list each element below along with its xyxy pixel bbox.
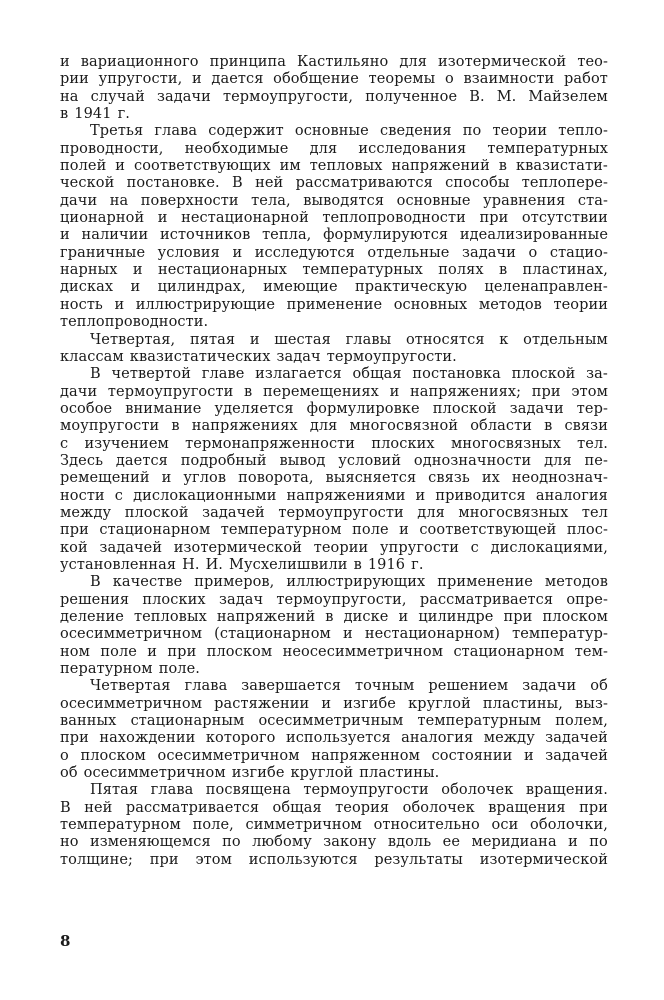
paragraph [60, 123, 608, 331]
text-line: температурном поле, симметричном относительно оси оболочки, [60, 817, 608, 834]
text-line: деление тепловых напряжений в диске и цилиндре при плоском [60, 609, 608, 625]
text-line: осесимметричном (стационарном и нестационарном) температур- [60, 626, 608, 643]
text-line: полей и соответствующих им тепловых напряжений в квазистати- [60, 158, 608, 175]
text-line: осесимметричном растяжении и изгибе круглой пластины, выз- [60, 695, 608, 712]
text-line: и вариационного принципа Кастильяно для изотермической тео- [60, 54, 608, 70]
text-line: между плоской задачей термоупругости для многосвязных тел [60, 504, 608, 521]
text-line: Четвертая глава завершается точным решением задачи об [90, 678, 608, 695]
text-line: ном поле и при плоском неосесимметричном стационарном тем- [60, 643, 608, 660]
text-line: ционарной и нестационарной теплопроводности при отсутствии [60, 210, 608, 227]
paragraph [60, 332, 608, 367]
text-line: ванных стационарным осесимметричным температурным полем, [60, 713, 608, 730]
paragraph [60, 678, 608, 782]
text-line: решения плоских задач термоупругости, рассматривается опре- [60, 591, 608, 608]
text-line: В качестве примеров, иллюстрирующих применение методов [90, 574, 608, 591]
text-line: особое внимание уделяется формулировке плоской задачи тер- [60, 400, 608, 417]
text-line: пературном поле. [60, 661, 200, 678]
text-line: Здесь дается подробный вывод условий однозначности для пе- [60, 452, 608, 469]
text-line: дачи на поверхности тела, выводятся основные уравнения ста- [60, 192, 608, 209]
text-line: В ней рассматривается общая теория оболочек вращения при [60, 799, 608, 816]
text-line: об осесимметричном изгибе круглой пластины. [60, 765, 440, 782]
text-line: Пятая глава посвящена термоупругости оболочек вращения. [90, 782, 608, 799]
text-line: ность и иллюстрирующие применение основных методов теории [60, 296, 608, 313]
text-line: ности с дислокационными напряжениями и приводится аналогия [60, 487, 608, 504]
text-line: теплопроводности. [60, 314, 209, 331]
page-number: 8 [60, 932, 71, 950]
text-line: граничные условия и исследуются отдельные задачи о стацио- [60, 244, 608, 261]
text-line: дачи термоупругости в перемещениях и напряжениях; при этом [60, 383, 608, 400]
text-line: в 1941 г. [60, 106, 130, 123]
text-line: моупругости в напряжениях для многосвязной области в связи [60, 418, 608, 435]
text-line: при нахождении которого используется аналогия между задачей [60, 730, 608, 747]
paragraph [60, 574, 608, 678]
text-line: В четвертой главе излагается общая постановка плоской за- [90, 366, 608, 383]
text-line: ремещений и углов поворота, выясняется связь их неоднознач- [60, 470, 608, 487]
text-line: с изучением термонапряженности плоских многосвязных тел. [60, 435, 608, 452]
text-line: но изменяющемся по любому закону вдоль ее меридиана и по [60, 834, 608, 851]
text-line: классам квазистатических задач термоупругости. [60, 348, 457, 365]
text-line: и наличии источников тепла, формулируются идеализированные [60, 227, 608, 244]
text-line: кой задачей изотермической теории упругости с дислокациями, [60, 539, 608, 556]
text-line: при стационарном температурном поле и соответствующей плос- [60, 522, 608, 539]
text-line: на случай задачи термоупругости, полученное В. М. Майзелем [60, 88, 608, 105]
text-line: нарных и нестационарных температурных полях в пластинах, [60, 262, 608, 279]
text-line: о плоском осесимметричном напряженном состоянии и задачей [60, 747, 608, 764]
text-line: Третья глава содержит основные сведения по теории тепло- [90, 123, 608, 140]
text-line: дисках и цилиндрах, имеющие практическую целенаправлен- [60, 279, 608, 296]
text-line: ческой постановке. В ней рассматриваются способы теплопере- [60, 175, 608, 192]
paragraph [60, 782, 608, 869]
paragraph [60, 366, 608, 574]
paragraph [60, 54, 608, 123]
text-line: установленная Н. И. Мусхелишвили в 1916 г. [60, 556, 424, 573]
text-line: Четвертая, пятая и шестая главы относятся к отдельным [90, 331, 608, 348]
text-line: толщине; при этом используются результаты изотермической [60, 851, 608, 868]
body-text [60, 54, 608, 869]
text-line: рии упругости, и дается обобщение теоремы о взаимности работ [60, 71, 608, 88]
text-line: проводности, необходимые для исследования температурных [60, 140, 608, 157]
